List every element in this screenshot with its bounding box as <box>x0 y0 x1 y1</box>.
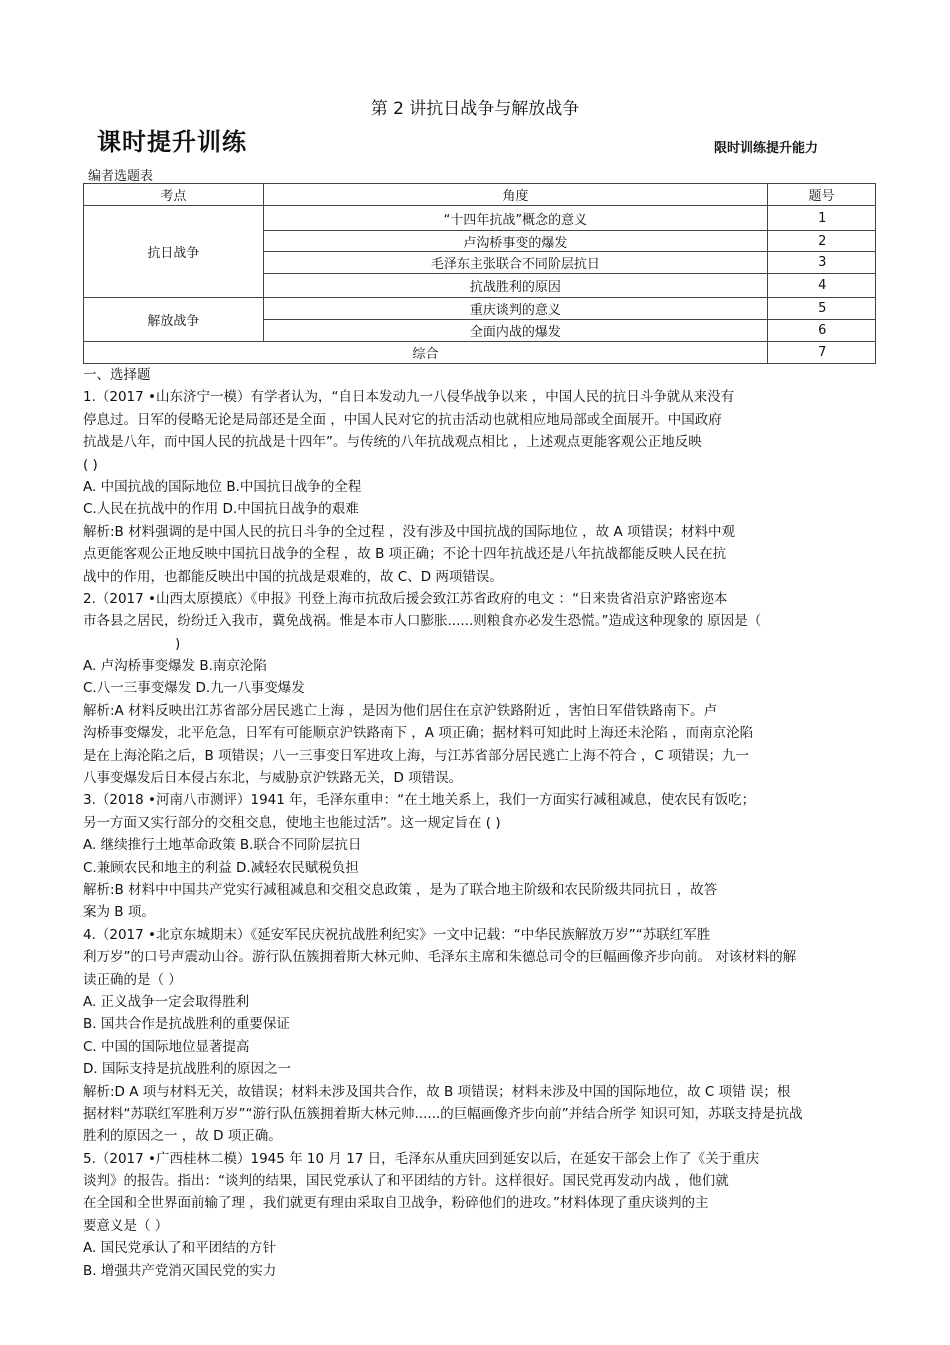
number-cell: 3 <box>768 252 876 274</box>
text-line: ) <box>175 635 181 652</box>
angle-cell: 毛泽东主张联合不同阶层抗日 <box>263 252 767 274</box>
text-line: 八事变爆发后日本侵占东北，与威胁京沪铁路无关，D 项错误。 <box>83 770 463 787</box>
text-line: 胜利的原因之一 ，故 D 项正确。 <box>83 1128 282 1145</box>
header-topic: 考点 <box>84 184 264 206</box>
text-line: 解析:B 材料中中国共产党实行减租减息和交租交息政策 ，是为了联合地主阶级和农民阶级共同抗日 ，故答 <box>83 881 718 898</box>
text-line: B. 增强共产党消灭国民党的实力 <box>83 1262 277 1279</box>
number-cell: 5 <box>768 298 876 320</box>
angle-cell: 全面内战的爆发 <box>263 320 767 342</box>
text-line: A. 正义战争一定会取得胜利 <box>83 993 250 1010</box>
section-note: 限时训练提升能力 <box>714 141 819 156</box>
text-line: 一、选择题 <box>83 367 151 383</box>
text-line: 是在上海沦陷之后，B 项错误；八一三事变日军进攻上海，与江苏省部分居民逃亡上海不符合 ，C 项错误；九一 <box>83 747 750 764</box>
text-line: 4.（2017 •北京东城期末）《延安军民庆祝抗战胜利纪实》一文中记载：“中华民族解放万岁”“苏联红军胜 <box>83 926 711 943</box>
text-line: 案为 B 项。 <box>83 904 155 921</box>
text-line: 读正确的是（ ） <box>83 971 182 988</box>
text-line: A. 继续推行土地革命政策 B.联合不同阶层抗日 <box>83 837 362 854</box>
text-line: A. 中国抗战的国际地位 B.中国抗日战争的全程 <box>83 478 362 495</box>
text-line: 市各县之居民，纷纷迁入我市，冀免战祸。惟是本市人口膨胀......则粮食亦必发生恐慌。”造成这种现象的 原因是（ <box>83 613 762 630</box>
text-line: 沟桥事变爆发，北平危急，日军有可能顺京沪铁路南下 ，A 项正确；据材料可知此时上海还未沦陷 ，而南京沦陷 <box>83 725 754 742</box>
text-line: A. 卢沟桥事变爆发 B.南京沦陷 <box>83 658 267 675</box>
text-line: B. 国共合作是抗战胜利的重要保证 <box>83 1016 290 1033</box>
text-line: 抗战是八年，而中国人民的抗战是十四年”。与传统的八年抗战观点相比 ，上述观点更能客观公正地反映 <box>83 434 702 451</box>
angle-cell: 抗战胜利的原因 <box>263 274 767 298</box>
text-line: 解析:B 材料强调的是中国人民的抗日斗争的全过程 ，没有涉及中国抗战的国际地位 ，故 A 项错误；材料中观 <box>83 523 735 540</box>
text-line: A. 国民党承认了和平团结的方针 <box>83 1240 277 1257</box>
angle-cell: “十四年抗战”概念的意义 <box>263 206 767 231</box>
text-line: 3.（2018 •河南八市测评）1941 年，毛泽东重申：“在土地关系上，我们一方面实行减租减息，使农民有饭吃； <box>83 792 756 809</box>
number-cell: 6 <box>768 320 876 342</box>
text-line: C.八一三事变爆发 D.九一八事变爆发 <box>83 680 305 697</box>
text-line: 谈判》的报告。指出：“谈判的结果，国民党承认了和平团结的方针。这样很好。国民党再发动内战 ，他们就 <box>83 1173 729 1190</box>
text-line: 利万岁”的口号声震动山谷。游行队伍簇拥着斯大林元帅、毛泽东主席和朱德总司令的巨幅画像齐步向前。 对该材料的解 <box>83 949 797 966</box>
text-line: 据材料“苏联红军胜利万岁”“游行队伍簇拥着斯大林元帅......的巨幅画像齐步向前”并结合所学 知识可知，苏联支持是抗战 <box>83 1105 803 1122</box>
text-line: D. 国际支持是抗战胜利的原因之一 <box>83 1061 291 1078</box>
text-line: 在全国和全世界面前输了理 ，我们就更有理由采取自卫战争，粉碎他们的进攻。”材料体现了重庆谈判的主 <box>83 1195 709 1212</box>
text-line: 1.（2017 •山东济宁一模）有学者认为，“自日本发动九一八侵华战争以来 ，中国人民的抗日斗争就从来没有 <box>83 389 735 406</box>
text-line: 停息过。日军的侵略无论是局部还是全面 ，中国人民对它的抗击活动也就相应地局部或全面展开。中国政府 <box>83 411 722 428</box>
number-cell: 2 <box>768 231 876 252</box>
page-title: 第 2 讲抗日战争与解放战争 <box>370 99 580 119</box>
header-number: 题号 <box>768 184 876 206</box>
text-line: C.人民在抗战中的作用 D.中国抗日战争的艰难 <box>83 501 359 518</box>
text-line: 要意义是（ ） <box>83 1217 169 1234</box>
text-line: 解析:A 材料反映出江苏省部分居民逃亡上海 ，是因为他们居住在京沪铁路附近 ，害怕日军借铁路南下。卢 <box>83 702 718 719</box>
text-line: 2.（2017 •山西太原摸底）《申报》刊登上海市抗敌后援会致江苏省政府的电文 ：“日来贵省沿京沪路密迩本 <box>83 590 728 607</box>
text-line: 另一方面又实行部分的交租交息，使地主也能过活”。这一规定旨在 ( ) <box>83 814 501 831</box>
angle-cell: 卢沟桥事变的爆发 <box>263 231 767 252</box>
summary-cell: 综合 <box>84 342 768 364</box>
number-cell: 7 <box>768 342 876 364</box>
number-cell: 4 <box>768 274 876 298</box>
topic-cell: 抗日战争 <box>84 206 264 298</box>
text-line: C. 中国的国际地位显著提高 <box>83 1038 250 1055</box>
number-cell: 1 <box>768 206 876 231</box>
topic-table <box>83 183 876 364</box>
header-angle: 角度 <box>263 184 767 206</box>
table-caption: 编者选题表 <box>88 169 154 184</box>
text-line: 解析:D A 项与材料无关，故错误；材料未涉及国共合作，故 B 项错误；材料未涉及中国的国际地位，故 C 项错 误；根 <box>83 1083 791 1100</box>
question-text <box>83 364 873 1282</box>
course-heading: 课时提升训练 <box>97 128 247 156</box>
text-line: 点更能客观公正地反映中国抗日战争的全程 ，故 B 项正确；不论十四年抗战还是八年抗战都能反映人民在抗 <box>83 546 727 563</box>
topic-cell: 解放战争 <box>84 298 264 342</box>
text-line: 战中的作用，也都能反映出中国的抗战是艰难的，故 C、D 两项错误。 <box>83 568 503 585</box>
angle-cell: 重庆谈判的意义 <box>263 298 767 320</box>
text-line: 5.（2017 •广西桂林二模）1945 年 10 月 17 日，毛泽东从重庆回到延安以后，在延安干部会上作了《关于重庆 <box>83 1150 760 1167</box>
text-line: C.兼顾农民和地主的利益 D.减轻农民赋税负担 <box>83 859 359 876</box>
text-line: ( ) <box>83 456 98 473</box>
